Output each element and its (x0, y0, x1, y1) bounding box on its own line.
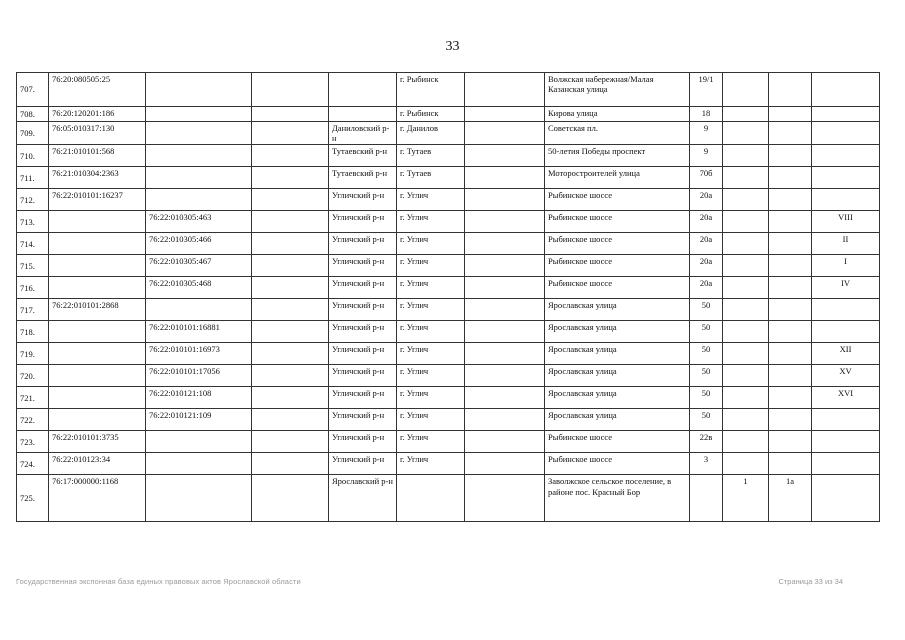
town: г. Углич (397, 431, 465, 453)
district: Угличский р-н (329, 277, 397, 299)
street: Ярославская улица (545, 409, 690, 431)
row-number: 709. (17, 122, 49, 145)
district: Угличский р-н (329, 211, 397, 233)
street: Рыбинское шоссе (545, 233, 690, 255)
building-number (723, 299, 769, 321)
page-number: 33 (445, 39, 460, 54)
empty-cell (465, 277, 545, 299)
cadastral-number-room (146, 475, 252, 522)
cadastral-number-room (146, 167, 252, 189)
district: Угличский р-н (329, 343, 397, 365)
cadastral-number (49, 343, 146, 365)
cadastral-number: 76:22:010101:2868 (49, 299, 146, 321)
building-letter (769, 431, 812, 453)
row-number: 712. (17, 189, 49, 211)
cadastral-number-room (146, 453, 252, 475)
row-number: 723. (17, 431, 49, 453)
empty-cell (252, 321, 329, 343)
town: г. Рыбинск (397, 73, 465, 107)
row-number: 713. (17, 211, 49, 233)
district: Угличский р-н (329, 387, 397, 409)
district: Угличский р-н (329, 189, 397, 211)
house-number: 20а (690, 211, 723, 233)
building-number (723, 122, 769, 145)
row-number: 718. (17, 321, 49, 343)
building-number (723, 453, 769, 475)
town: г. Тутаев (397, 167, 465, 189)
table-row (17, 475, 880, 522)
building-letter (769, 167, 812, 189)
district: Тутаевский р-н (329, 145, 397, 167)
room-number: XV (812, 365, 880, 387)
row-number: 715. (17, 255, 49, 277)
table-row (17, 167, 880, 189)
empty-cell (465, 299, 545, 321)
room-number (812, 145, 880, 167)
empty-cell (465, 107, 545, 122)
street: Моторостроителей улица (545, 167, 690, 189)
table-row (17, 299, 880, 321)
street: Ярославская улица (545, 299, 690, 321)
street: Советская пл. (545, 122, 690, 145)
cadastral-number-room (146, 107, 252, 122)
table-row (17, 211, 880, 233)
empty-cell (252, 343, 329, 365)
house-number: 20а (690, 189, 723, 211)
empty-cell (252, 73, 329, 107)
cadastral-number: 76:22:010101:16237 (49, 189, 146, 211)
cadastral-number: 76:22:010123:34 (49, 453, 146, 475)
table-row (17, 387, 880, 409)
table-row (17, 453, 880, 475)
empty-cell (465, 145, 545, 167)
cadastral-number: 76:05:010317:130 (49, 122, 146, 145)
district (329, 73, 397, 107)
town: г. Углич (397, 211, 465, 233)
cadastral-number-room (146, 145, 252, 167)
room-number (812, 475, 880, 522)
empty-cell (252, 475, 329, 522)
cadastral-number-room: 76:22:010101:16973 (146, 343, 252, 365)
cadastral-number (49, 277, 146, 299)
cadastral-number-room (146, 189, 252, 211)
row-number: 707. (17, 73, 49, 107)
room-number: IV (812, 277, 880, 299)
empty-cell (465, 365, 545, 387)
building-number: 1 (723, 475, 769, 522)
town: г. Углич (397, 321, 465, 343)
empty-cell (465, 475, 545, 522)
building-number (723, 409, 769, 431)
house-number: 50 (690, 321, 723, 343)
building-letter (769, 107, 812, 122)
town: г. Углич (397, 277, 465, 299)
building-letter (769, 122, 812, 145)
town: г. Углич (397, 299, 465, 321)
cadastral-number (49, 255, 146, 277)
district: Угличский р-н (329, 255, 397, 277)
empty-cell (465, 122, 545, 145)
row-number: 711. (17, 167, 49, 189)
building-letter (769, 409, 812, 431)
building-letter (769, 211, 812, 233)
empty-cell (252, 299, 329, 321)
cadastral-number-room (146, 299, 252, 321)
empty-cell (465, 409, 545, 431)
empty-cell (252, 453, 329, 475)
town: г. Углич (397, 365, 465, 387)
room-number: I (812, 255, 880, 277)
empty-cell (465, 321, 545, 343)
room-number (812, 73, 880, 107)
empty-cell (465, 189, 545, 211)
house-number: 22в (690, 431, 723, 453)
cadastral-number (49, 387, 146, 409)
empty-cell (465, 233, 545, 255)
building-letter (769, 453, 812, 475)
row-number: 708. (17, 107, 49, 122)
room-number (812, 431, 880, 453)
building-number (723, 431, 769, 453)
town: г. Углич (397, 233, 465, 255)
room-number: XVI (812, 387, 880, 409)
room-number (812, 107, 880, 122)
empty-cell (465, 167, 545, 189)
street: Рыбинское шоссе (545, 189, 690, 211)
empty-cell (465, 73, 545, 107)
street: Волжская набережная/Малая Казанская улица (545, 73, 690, 107)
empty-cell (465, 453, 545, 475)
building-letter (769, 321, 812, 343)
room-number (812, 189, 880, 211)
table-row (17, 277, 880, 299)
building-number (723, 233, 769, 255)
building-number (723, 73, 769, 107)
district (329, 107, 397, 122)
house-number: 70б (690, 167, 723, 189)
house-number: 20а (690, 277, 723, 299)
footer-page-count: Страница 33 из 34 (778, 577, 843, 586)
street: 50-летия Победы проспект (545, 145, 690, 167)
room-number (812, 122, 880, 145)
cadastral-number (49, 409, 146, 431)
table-row (17, 343, 880, 365)
empty-cell (465, 431, 545, 453)
table-row (17, 409, 880, 431)
empty-cell (252, 145, 329, 167)
cadastral-number-room (146, 122, 252, 145)
town: г. Углич (397, 343, 465, 365)
house-number: 19/1 (690, 73, 723, 107)
empty-cell (252, 189, 329, 211)
registry-table (16, 72, 880, 522)
row-number: 719. (17, 343, 49, 365)
cadastral-number-room: 76:22:010305:463 (146, 211, 252, 233)
building-number (723, 145, 769, 167)
district: Угличский р-н (329, 431, 397, 453)
room-number (812, 167, 880, 189)
building-number (723, 107, 769, 122)
district: Угличский р-н (329, 233, 397, 255)
cadastral-number-room: 76:22:010101:16881 (146, 321, 252, 343)
house-number: 50 (690, 343, 723, 365)
empty-cell (252, 211, 329, 233)
room-number (812, 453, 880, 475)
cadastral-number: 76:22:010101:3735 (49, 431, 146, 453)
row-number: 722. (17, 409, 49, 431)
street: Ярославская улица (545, 321, 690, 343)
street: Рыбинское шоссе (545, 453, 690, 475)
house-number: 50 (690, 299, 723, 321)
empty-cell (465, 387, 545, 409)
building-letter (769, 233, 812, 255)
street: Ярославская улица (545, 343, 690, 365)
footer-source: Государственная экспонная база единых правовых актов Ярославской области (16, 577, 301, 586)
empty-cell (252, 107, 329, 122)
district: Даниловский р-н (329, 122, 397, 145)
town: г. Данилов (397, 122, 465, 145)
cadastral-number-room: 76:22:010305:467 (146, 255, 252, 277)
house-number: 50 (690, 365, 723, 387)
empty-cell (252, 122, 329, 145)
room-number: II (812, 233, 880, 255)
cadastral-number: 76:21:010304:2363 (49, 167, 146, 189)
house-number: 50 (690, 387, 723, 409)
table-row (17, 233, 880, 255)
building-number (723, 255, 769, 277)
street: Ярославская улица (545, 387, 690, 409)
town: г. Углич (397, 189, 465, 211)
empty-cell (465, 343, 545, 365)
street: Кирова улица (545, 107, 690, 122)
cadastral-number-room (146, 73, 252, 107)
cadastral-number-room: 76:22:010121:109 (146, 409, 252, 431)
table-row (17, 145, 880, 167)
building-number (723, 387, 769, 409)
town: г. Углич (397, 453, 465, 475)
building-letter (769, 73, 812, 107)
street: Рыбинское шоссе (545, 431, 690, 453)
street: Ярославская улица (545, 365, 690, 387)
cadastral-number (49, 233, 146, 255)
room-number (812, 299, 880, 321)
district: Тутаевский р-н (329, 167, 397, 189)
building-letter (769, 145, 812, 167)
cadastral-number-room: 76:22:010305:466 (146, 233, 252, 255)
table-row (17, 107, 880, 122)
cadastral-number (49, 365, 146, 387)
building-letter (769, 343, 812, 365)
building-number (723, 167, 769, 189)
cadastral-number: 76:20:120201:186 (49, 107, 146, 122)
cadastral-number: 76:21:010101:568 (49, 145, 146, 167)
street: Рыбинское шоссе (545, 255, 690, 277)
street: Рыбинское шоссе (545, 277, 690, 299)
house-number: 50 (690, 409, 723, 431)
cadastral-number: 76:20:080505:25 (49, 73, 146, 107)
cadastral-number-room (146, 431, 252, 453)
district: Угличский р-н (329, 321, 397, 343)
empty-cell (252, 431, 329, 453)
cadastral-number-room: 76:22:010121:108 (146, 387, 252, 409)
house-number: 9 (690, 122, 723, 145)
cadastral-number (49, 211, 146, 233)
room-number (812, 409, 880, 431)
building-letter (769, 299, 812, 321)
district: Угличский р-н (329, 453, 397, 475)
building-letter (769, 189, 812, 211)
building-number (723, 365, 769, 387)
row-number: 725. (17, 475, 49, 522)
district: Ярославский р-н (329, 475, 397, 522)
cadastral-number-room: 76:22:010305:468 (146, 277, 252, 299)
house-number (690, 475, 723, 522)
building-number (723, 343, 769, 365)
cadastral-number: 76:17:000000:1168 (49, 475, 146, 522)
district: Угличский р-н (329, 409, 397, 431)
registry-rows (17, 73, 880, 522)
building-number (723, 211, 769, 233)
empty-cell (252, 365, 329, 387)
building-letter (769, 387, 812, 409)
town (397, 475, 465, 522)
row-number: 714. (17, 233, 49, 255)
street: Рыбинское шоссе (545, 211, 690, 233)
row-number: 717. (17, 299, 49, 321)
empty-cell (252, 255, 329, 277)
building-number (723, 277, 769, 299)
row-number: 721. (17, 387, 49, 409)
row-number: 716. (17, 277, 49, 299)
town: г. Тутаев (397, 145, 465, 167)
empty-cell (252, 233, 329, 255)
row-number: 720. (17, 365, 49, 387)
table-row (17, 255, 880, 277)
house-number: 9 (690, 145, 723, 167)
empty-cell (465, 211, 545, 233)
row-number: 724. (17, 453, 49, 475)
house-number: 20а (690, 233, 723, 255)
empty-cell (252, 387, 329, 409)
cadastral-number (49, 321, 146, 343)
town: г. Углич (397, 409, 465, 431)
street: Заволжское сельское поселение, в районе пос. Красный Бор (545, 475, 690, 522)
table-row (17, 321, 880, 343)
building-letter (769, 255, 812, 277)
table-row (17, 73, 880, 107)
cadastral-number-room: 76:22:010101:17056 (146, 365, 252, 387)
table-row (17, 122, 880, 145)
empty-cell (465, 255, 545, 277)
house-number: 20а (690, 255, 723, 277)
building-letter (769, 365, 812, 387)
house-number: 18 (690, 107, 723, 122)
room-number: XII (812, 343, 880, 365)
town: г. Углич (397, 255, 465, 277)
empty-cell (252, 409, 329, 431)
town: г. Углич (397, 387, 465, 409)
building-number (723, 321, 769, 343)
house-number: 3 (690, 453, 723, 475)
room-number: VIII (812, 211, 880, 233)
empty-cell (252, 277, 329, 299)
building-number (723, 189, 769, 211)
table-row (17, 189, 880, 211)
table-row (17, 431, 880, 453)
town: г. Рыбинск (397, 107, 465, 122)
building-letter: 1а (769, 475, 812, 522)
district: Угличский р-н (329, 299, 397, 321)
room-number (812, 321, 880, 343)
table-row (17, 365, 880, 387)
district: Угличский р-н (329, 365, 397, 387)
empty-cell (252, 167, 329, 189)
building-letter (769, 277, 812, 299)
row-number: 710. (17, 145, 49, 167)
